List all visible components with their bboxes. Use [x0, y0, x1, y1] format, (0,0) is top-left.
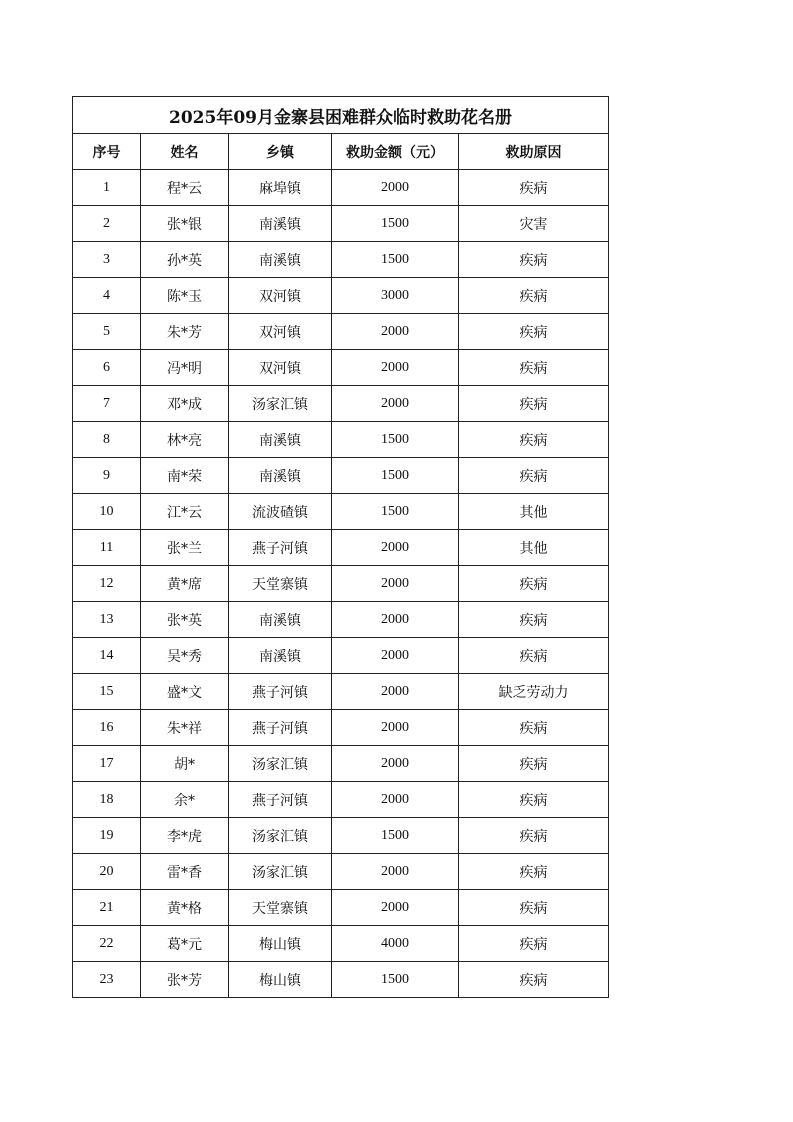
cell-name: 冯*明 — [141, 350, 229, 386]
header-index: 序号 — [73, 134, 141, 170]
table-row — [73, 602, 609, 638]
cell-index: 19 — [73, 818, 141, 854]
cell-township: 燕子河镇 — [229, 530, 332, 566]
cell-township: 燕子河镇 — [229, 674, 332, 710]
cell-amount: 2000 — [332, 674, 459, 710]
cell-name: 程*云 — [141, 170, 229, 206]
cell-reason: 灾害 — [459, 206, 609, 242]
cell-township: 双河镇 — [229, 350, 332, 386]
cell-township: 双河镇 — [229, 278, 332, 314]
cell-township: 汤家汇镇 — [229, 746, 332, 782]
cell-index: 6 — [73, 350, 141, 386]
cell-township: 南溪镇 — [229, 638, 332, 674]
table-row — [73, 782, 609, 818]
header-row — [73, 134, 609, 170]
cell-name: 李*虎 — [141, 818, 229, 854]
cell-name: 陈*玉 — [141, 278, 229, 314]
cell-amount: 2000 — [332, 530, 459, 566]
relief-roster-table — [72, 96, 609, 998]
cell-reason: 疾病 — [459, 962, 609, 998]
cell-name: 葛*元 — [141, 926, 229, 962]
cell-township: 汤家汇镇 — [229, 386, 332, 422]
cell-name: 南*荣 — [141, 458, 229, 494]
cell-township: 南溪镇 — [229, 602, 332, 638]
cell-amount: 2000 — [332, 782, 459, 818]
cell-township: 麻埠镇 — [229, 170, 332, 206]
cell-township: 燕子河镇 — [229, 710, 332, 746]
cell-reason: 疾病 — [459, 602, 609, 638]
table-row — [73, 314, 609, 350]
cell-amount: 1500 — [332, 242, 459, 278]
cell-name: 张*兰 — [141, 530, 229, 566]
table-row — [73, 710, 609, 746]
table-row — [73, 242, 609, 278]
cell-name: 黄*格 — [141, 890, 229, 926]
cell-reason: 疾病 — [459, 818, 609, 854]
table-row — [73, 962, 609, 998]
cell-township: 南溪镇 — [229, 242, 332, 278]
cell-name: 盛*文 — [141, 674, 229, 710]
cell-reason: 疾病 — [459, 638, 609, 674]
table-row — [73, 206, 609, 242]
cell-township: 汤家汇镇 — [229, 854, 332, 890]
cell-amount: 2000 — [332, 314, 459, 350]
cell-amount: 2000 — [332, 638, 459, 674]
cell-reason: 疾病 — [459, 890, 609, 926]
cell-reason: 疾病 — [459, 350, 609, 386]
cell-index: 8 — [73, 422, 141, 458]
table-row — [73, 530, 609, 566]
cell-township: 天堂寨镇 — [229, 890, 332, 926]
cell-reason: 疾病 — [459, 314, 609, 350]
cell-reason: 疾病 — [459, 422, 609, 458]
table-title: 2025年09月金寨县困难群众临时救助花名册 — [73, 97, 609, 134]
cell-index: 5 — [73, 314, 141, 350]
cell-amount: 2000 — [332, 566, 459, 602]
cell-reason: 疾病 — [459, 566, 609, 602]
cell-index: 17 — [73, 746, 141, 782]
cell-index: 1 — [73, 170, 141, 206]
cell-township: 南溪镇 — [229, 206, 332, 242]
cell-index: 12 — [73, 566, 141, 602]
cell-township: 燕子河镇 — [229, 782, 332, 818]
cell-reason: 疾病 — [459, 386, 609, 422]
cell-reason: 缺乏劳动力 — [459, 674, 609, 710]
cell-reason: 疾病 — [459, 746, 609, 782]
cell-name: 吴*秀 — [141, 638, 229, 674]
header-amount: 救助金额（元） — [332, 134, 459, 170]
cell-amount: 1500 — [332, 818, 459, 854]
cell-amount: 1500 — [332, 458, 459, 494]
cell-amount: 1500 — [332, 206, 459, 242]
cell-index: 13 — [73, 602, 141, 638]
cell-amount: 4000 — [332, 926, 459, 962]
cell-index: 15 — [73, 674, 141, 710]
cell-amount: 2000 — [332, 710, 459, 746]
cell-reason: 疾病 — [459, 710, 609, 746]
table-row — [73, 494, 609, 530]
cell-amount: 2000 — [332, 890, 459, 926]
cell-amount: 3000 — [332, 278, 459, 314]
cell-index: 22 — [73, 926, 141, 962]
cell-reason: 疾病 — [459, 854, 609, 890]
cell-reason: 疾病 — [459, 170, 609, 206]
cell-index: 9 — [73, 458, 141, 494]
cell-amount: 2000 — [332, 386, 459, 422]
title-row — [73, 97, 609, 134]
header-name: 姓名 — [141, 134, 229, 170]
cell-index: 10 — [73, 494, 141, 530]
header-township: 乡镇 — [229, 134, 332, 170]
cell-amount: 2000 — [332, 170, 459, 206]
cell-amount: 1500 — [332, 422, 459, 458]
cell-index: 23 — [73, 962, 141, 998]
table-row — [73, 926, 609, 962]
cell-township: 南溪镇 — [229, 458, 332, 494]
cell-township: 流波碴镇 — [229, 494, 332, 530]
cell-name: 张*银 — [141, 206, 229, 242]
cell-index: 11 — [73, 530, 141, 566]
cell-name: 朱*祥 — [141, 710, 229, 746]
cell-reason: 其他 — [459, 494, 609, 530]
cell-index: 16 — [73, 710, 141, 746]
table-row — [73, 818, 609, 854]
cell-index: 2 — [73, 206, 141, 242]
cell-reason: 其他 — [459, 530, 609, 566]
table-row — [73, 890, 609, 926]
cell-index: 21 — [73, 890, 141, 926]
cell-name: 雷*香 — [141, 854, 229, 890]
cell-amount: 2000 — [332, 350, 459, 386]
cell-name: 江*云 — [141, 494, 229, 530]
cell-township: 天堂寨镇 — [229, 566, 332, 602]
cell-amount: 1500 — [332, 494, 459, 530]
cell-amount: 2000 — [332, 602, 459, 638]
cell-index: 20 — [73, 854, 141, 890]
cell-township: 梅山镇 — [229, 962, 332, 998]
relief-roster-sheet — [72, 96, 608, 998]
cell-amount: 2000 — [332, 746, 459, 782]
cell-reason: 疾病 — [459, 242, 609, 278]
cell-index: 14 — [73, 638, 141, 674]
cell-reason: 疾病 — [459, 278, 609, 314]
cell-township: 双河镇 — [229, 314, 332, 350]
table-row — [73, 674, 609, 710]
cell-reason: 疾病 — [459, 782, 609, 818]
cell-reason: 疾病 — [459, 926, 609, 962]
cell-name: 孙*英 — [141, 242, 229, 278]
table-body — [73, 170, 609, 998]
cell-index: 7 — [73, 386, 141, 422]
table-row — [73, 278, 609, 314]
table-row — [73, 566, 609, 602]
cell-name: 黄*席 — [141, 566, 229, 602]
cell-name: 邓*成 — [141, 386, 229, 422]
cell-index: 4 — [73, 278, 141, 314]
cell-township: 梅山镇 — [229, 926, 332, 962]
cell-township: 汤家汇镇 — [229, 818, 332, 854]
cell-township: 南溪镇 — [229, 422, 332, 458]
table-row — [73, 170, 609, 206]
table-row — [73, 638, 609, 674]
cell-name: 张*芳 — [141, 962, 229, 998]
table-row — [73, 422, 609, 458]
cell-name: 胡* — [141, 746, 229, 782]
cell-amount: 2000 — [332, 854, 459, 890]
table-row — [73, 746, 609, 782]
table-row — [73, 458, 609, 494]
table-row — [73, 386, 609, 422]
cell-amount: 1500 — [332, 962, 459, 998]
table-row — [73, 350, 609, 386]
cell-reason: 疾病 — [459, 458, 609, 494]
cell-name: 林*亮 — [141, 422, 229, 458]
cell-name: 朱*芳 — [141, 314, 229, 350]
cell-name: 张*英 — [141, 602, 229, 638]
cell-name: 余* — [141, 782, 229, 818]
table-row — [73, 854, 609, 890]
header-reason: 救助原因 — [459, 134, 609, 170]
cell-index: 3 — [73, 242, 141, 278]
cell-index: 18 — [73, 782, 141, 818]
